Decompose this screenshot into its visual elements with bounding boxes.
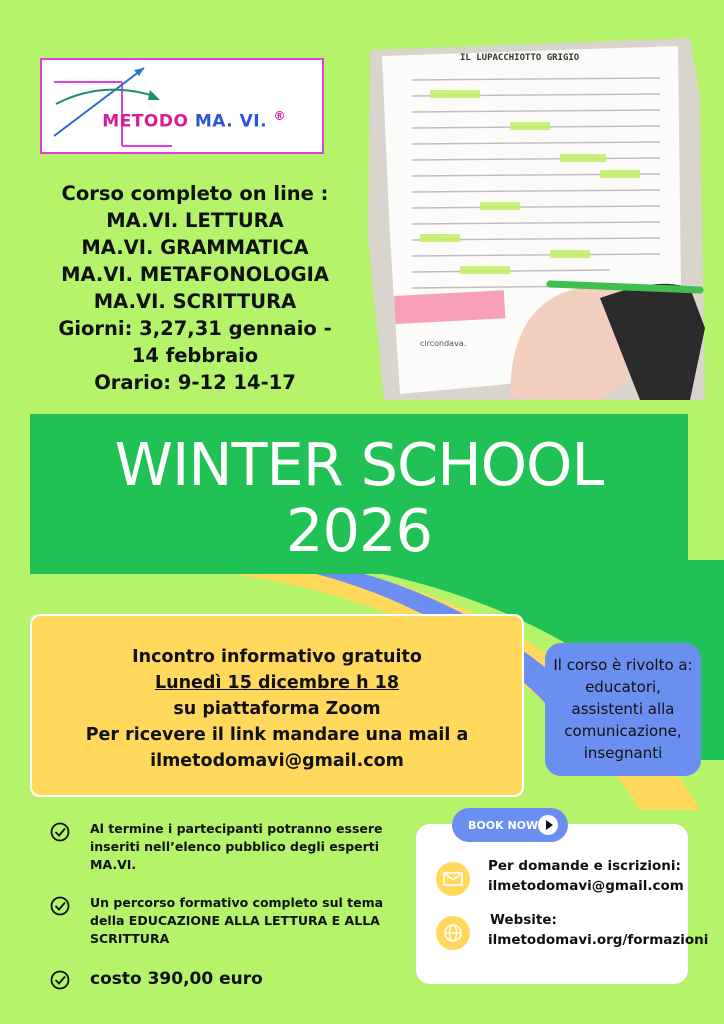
info-date: Lunedì 15 dicembre h 18 xyxy=(154,673,400,693)
course-hours: Orario: 9-12 14-17 xyxy=(94,371,296,394)
bullet-item-cost xyxy=(50,968,390,998)
target-audience-box xyxy=(545,643,701,776)
logo-brand xyxy=(102,109,286,132)
banner-title-line1: WINTER SCHOOL xyxy=(114,430,604,499)
course-module: MA.VI. SCRITTURA xyxy=(93,290,297,313)
worksheet-title: IL LUPACCHIOTTO GRIGIO xyxy=(460,53,580,63)
logo-brand-prefix: METODO xyxy=(102,112,195,132)
website-url[interactable]: ilmetodomavi.org/formazioni xyxy=(488,932,709,948)
bullet-text: inseriti nell’elenco pubblico degli esperti xyxy=(90,839,380,854)
logo xyxy=(40,58,324,154)
bullet-text: della EDUCAZIONE ALLA LETTURA E ALLA xyxy=(90,913,380,928)
registered-mark: ® xyxy=(273,109,286,124)
ruler-label: circondava. xyxy=(420,339,467,348)
bullet-item xyxy=(50,820,390,876)
contact-question xyxy=(488,856,684,896)
target-label: Il corso è rivolto a: xyxy=(553,656,693,674)
info-instructions: Per ricevere il link mandare una mail a xyxy=(85,725,469,745)
contact-label: Per domande e iscrizioni: xyxy=(488,858,681,874)
course-module: MA.VI. GRAMMATICA xyxy=(81,236,309,259)
bullet-text: Un percorso formativo completo sul tema xyxy=(90,895,384,910)
logo-brand-accent: MA. VI. xyxy=(194,112,268,132)
info-platform: su piattaforma Zoom xyxy=(173,699,381,719)
winter-school-banner xyxy=(30,414,688,574)
target-item: comunicazione, xyxy=(564,722,682,740)
check-circle-icon xyxy=(50,970,70,990)
course-info xyxy=(30,180,360,396)
play-icon xyxy=(538,815,558,835)
course-title: Corso completo on line : xyxy=(61,182,329,205)
mail-icon xyxy=(436,862,470,896)
cost-text: costo 390,00 euro xyxy=(90,969,263,989)
course-module: MA.VI. LETTURA xyxy=(106,209,284,232)
website-label: Website: xyxy=(490,912,557,928)
target-item: educatori, xyxy=(585,678,661,696)
info-session-box xyxy=(30,614,524,797)
course-module: MA.VI. METAFONOLOGIA xyxy=(61,263,329,286)
worksheet-photo xyxy=(360,38,705,400)
banner-title xyxy=(30,432,688,564)
book-now-button[interactable] xyxy=(452,808,568,842)
target-item: assistenti alla xyxy=(571,700,675,718)
contact-card xyxy=(416,824,709,984)
ruler xyxy=(394,290,505,324)
target-item: insegnanti xyxy=(583,744,663,762)
course-days-cont: 14 febbraio xyxy=(131,344,259,367)
bullet-text: Al termine i partecipanti potranno essere xyxy=(90,821,383,836)
info-title: Incontro informativo gratuito xyxy=(132,647,422,667)
bullet-item xyxy=(50,894,390,950)
banner-title-line2: 2026 xyxy=(285,496,433,565)
logo-graph-icon xyxy=(42,60,322,152)
globe-icon xyxy=(436,916,470,950)
contact-website xyxy=(488,910,708,950)
check-circle-icon xyxy=(50,822,70,842)
course-days: Giorni: 3,27,31 gennaio - xyxy=(58,317,332,340)
info-email[interactable]: ilmetodomavi@gmail.com xyxy=(150,751,404,771)
bullet-text: SCRITTURA xyxy=(90,931,170,946)
contact-email[interactable]: ilmetodomavi@gmail.com xyxy=(488,878,684,894)
book-now-label: BOOK NOW xyxy=(468,818,539,832)
check-circle-icon xyxy=(50,896,70,916)
bullet-text: MA.VI. xyxy=(90,857,137,872)
